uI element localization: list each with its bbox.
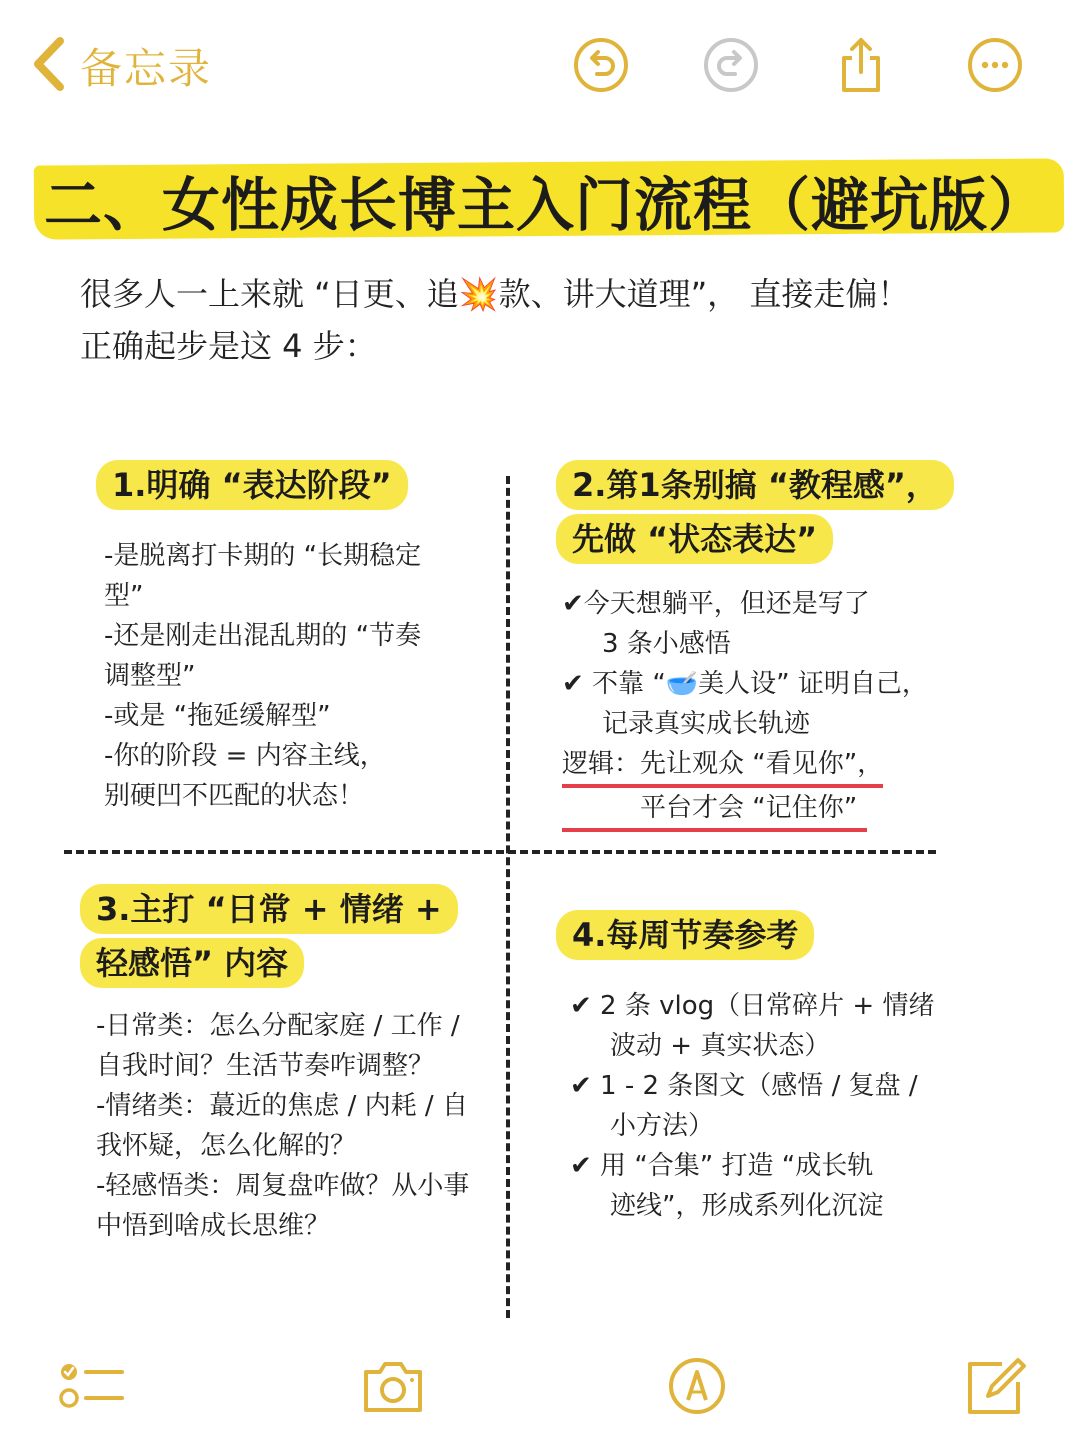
body-line: 别硬凹不匹配的状态！ — [104, 781, 365, 811]
back-button[interactable] — [30, 36, 212, 96]
body-line: 3 条小感悟 — [602, 629, 731, 659]
compose-button[interactable] — [964, 1356, 1030, 1416]
redo-button[interactable] — [702, 36, 760, 94]
body-line: -你的阶段 = 内容主线， — [104, 741, 386, 771]
heading-line: 3.主打 “日常 + 情绪 + — [80, 884, 458, 934]
heading-line: 2.第1条别搞 “教程感”， — [556, 460, 954, 510]
section-1-heading — [96, 460, 408, 514]
body-line: ✔ 不靠 “🥣美人设” 证明自己， — [562, 669, 928, 699]
section-4-body — [570, 986, 934, 1226]
share-button[interactable] — [832, 36, 890, 94]
body-line: ✔ 1 - 2 条图文（感悟 / 复盘 / — [570, 1071, 918, 1101]
section-2-heading — [556, 460, 954, 568]
body-line: 波动 + 真实状态） — [610, 1031, 831, 1061]
body-line: 调整型” — [104, 661, 196, 691]
section-4-heading — [556, 910, 814, 964]
markup-button[interactable] — [664, 1356, 730, 1416]
horizontal-divider — [64, 850, 936, 854]
redo-icon — [702, 36, 760, 94]
intro-line: 正确起步是这 4 步： — [80, 327, 377, 365]
vertical-divider — [506, 476, 510, 1318]
undo-icon — [572, 36, 630, 94]
compose-icon — [964, 1356, 1030, 1416]
body-line: -还是刚走出混乱期的 “节奏 — [104, 621, 422, 651]
checklist-button[interactable] — [58, 1356, 124, 1416]
section-2-body — [562, 584, 928, 832]
back-label: 备忘录 — [80, 44, 213, 93]
chevron-left-icon — [30, 35, 70, 97]
note-title: 二、女性成长博主入门流程（避坑版） — [44, 171, 1048, 239]
share-icon — [832, 36, 890, 94]
heading-line: 4.每周节奏参考 — [556, 910, 814, 960]
markup-pen-icon — [664, 1356, 730, 1416]
heading-line: 1.明确 “表达阶段” — [96, 460, 408, 510]
undo-button[interactable] — [572, 36, 630, 94]
body-line: -或是 “拖延缓解型” — [104, 701, 331, 731]
camera-button[interactable] — [360, 1356, 426, 1416]
body-line: 自我时间？生活节奏咋调整？ — [96, 1051, 435, 1081]
body-line: -是脱离打卡期的 “长期稳定 — [104, 541, 422, 571]
body-line: ✔ 用 “合集” 打造 “成长轨 — [570, 1151, 874, 1181]
body-line: -日常类：怎么分配家庭 / 工作 / — [96, 1011, 460, 1041]
body-line: 迹线”，形成系列化沉淀 — [610, 1191, 884, 1221]
heading-line: 先做 “状态表达” — [556, 514, 833, 564]
body-line: ✔今天想躺平，但还是写了 — [562, 589, 870, 619]
checklist-icon — [58, 1356, 124, 1416]
section-1-body — [104, 536, 421, 816]
section-3-heading — [80, 884, 458, 992]
body-line: ✔ 2 条 vlog（日常碎片 + 情绪 — [570, 991, 935, 1021]
intro-line: 很多人一上来就 “日更、追💥款、讲大道理”， 直接走偏！ — [80, 275, 910, 313]
body-line: -轻感悟类：周复盘咋做？从小事 — [96, 1171, 470, 1201]
section-3-body — [96, 1006, 469, 1246]
logic-underlined-line: 平台才会 “记住你” — [562, 788, 867, 832]
logic-underlined-line: 逻辑：先让观众 “看见你”， — [562, 744, 883, 788]
body-line: 中悟到啥成长思维？ — [96, 1211, 331, 1241]
camera-icon — [360, 1356, 426, 1416]
body-line: 型” — [104, 581, 144, 611]
body-line: 小方法） — [610, 1111, 715, 1141]
body-line: 我怀疑，怎么化解的？ — [96, 1131, 357, 1161]
more-button[interactable] — [966, 36, 1024, 94]
body-line: 记录真实成长轨迹 — [602, 709, 811, 739]
intro-text — [80, 268, 909, 372]
heading-line: 轻感悟” 内容 — [80, 938, 304, 988]
more-icon — [966, 36, 1024, 94]
body-line: -情绪类：蕞近的焦虑 / 内耗 / 自 — [96, 1091, 468, 1121]
